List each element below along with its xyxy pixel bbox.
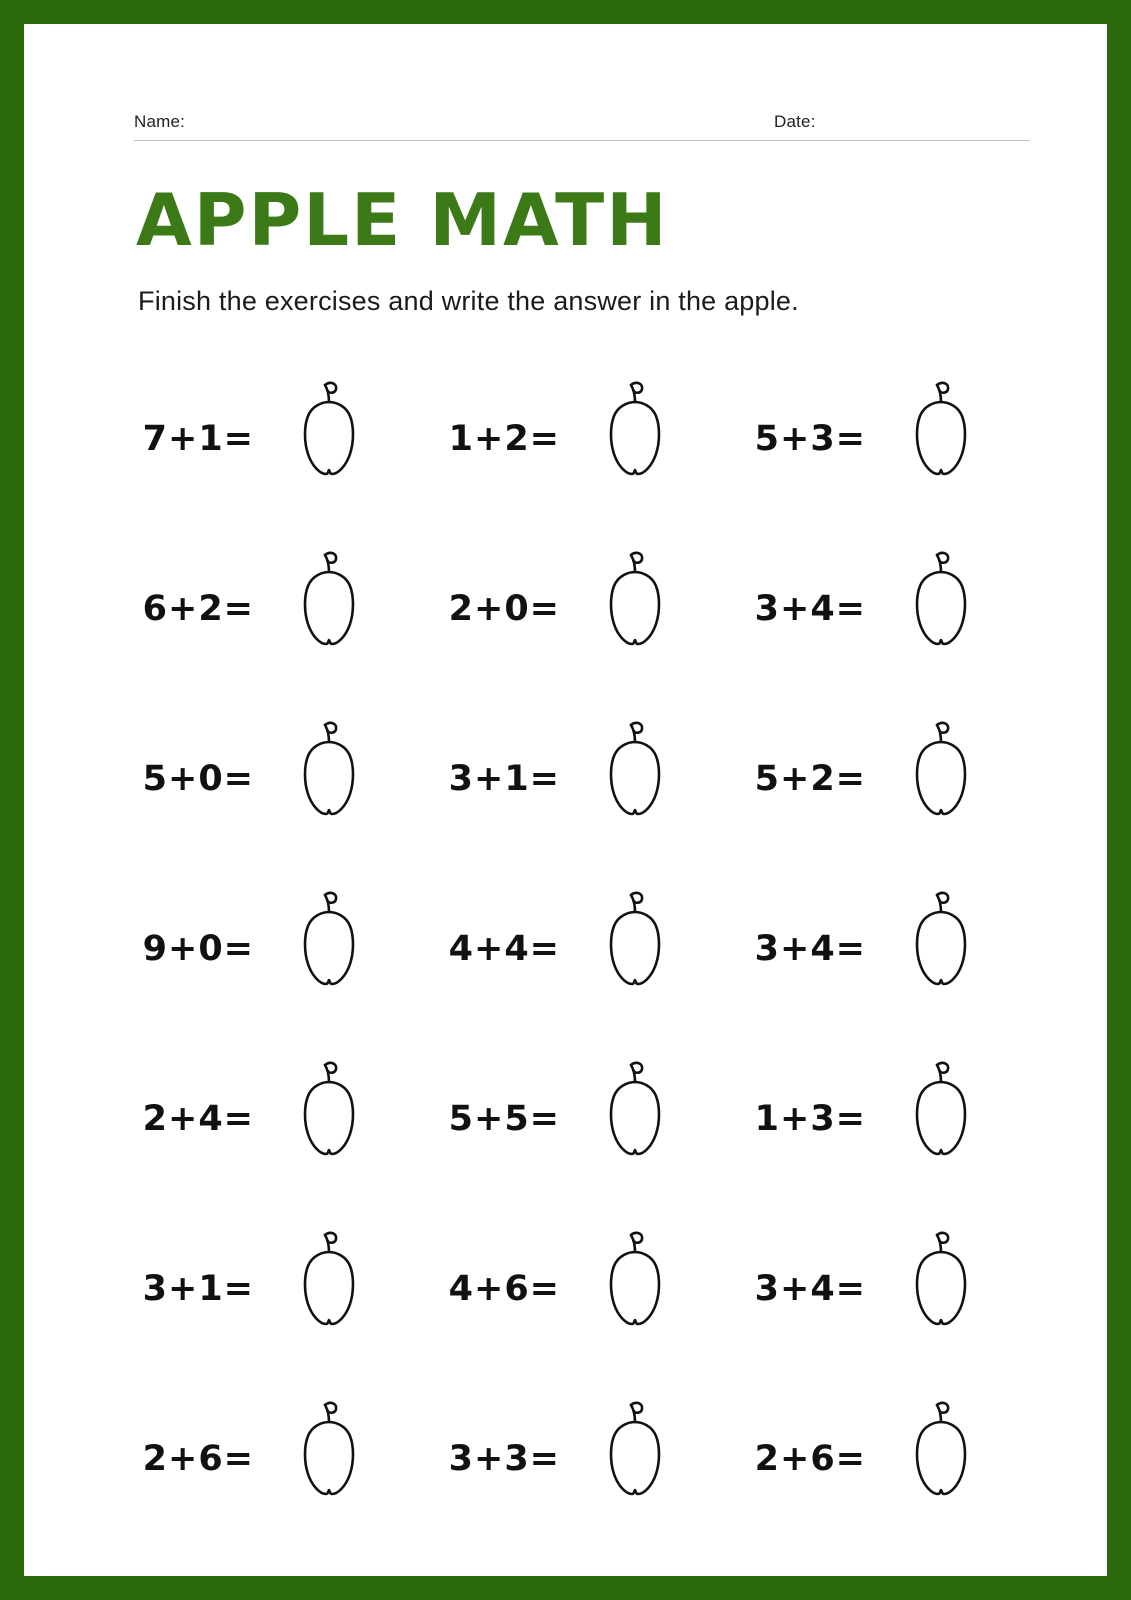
exercise-item	[420, 1204, 726, 1374]
exercise-expression: 3+4=	[754, 1269, 866, 1309]
page-title: APPLE MATH	[136, 178, 669, 262]
page-subtitle: Finish the exercises and write the answer in the apple.	[138, 286, 799, 316]
apple-icon[interactable]	[876, 544, 1006, 674]
exercise-item	[726, 1374, 1032, 1544]
exercise-expression: 7+1=	[142, 419, 254, 459]
exercise-item	[420, 864, 726, 1034]
exercise-expression: 5+3=	[754, 419, 866, 459]
exercise-expression: 1+2=	[448, 419, 560, 459]
exercise-item	[420, 524, 726, 694]
exercise-expression: 3+1=	[142, 1269, 254, 1309]
exercise-item	[114, 1204, 420, 1374]
apple-icon[interactable]	[876, 374, 1006, 504]
exercise-item	[726, 354, 1032, 524]
exercise-item	[114, 1034, 420, 1204]
exercise-expression: 5+5=	[448, 1099, 560, 1139]
exercise-item	[726, 864, 1032, 1034]
apple-icon[interactable]	[264, 544, 394, 674]
apple-icon[interactable]	[876, 1054, 1006, 1184]
exercise-item	[114, 524, 420, 694]
apple-icon[interactable]	[264, 1224, 394, 1354]
apple-icon[interactable]	[876, 714, 1006, 844]
exercise-item	[114, 694, 420, 864]
exercise-row	[114, 1034, 1034, 1204]
exercise-expression: 5+2=	[754, 759, 866, 799]
exercise-row	[114, 694, 1034, 864]
apple-icon[interactable]	[570, 1054, 700, 1184]
apple-icon[interactable]	[876, 884, 1006, 1014]
exercise-item	[726, 524, 1032, 694]
exercise-grid	[114, 354, 1034, 1544]
exercise-item	[420, 354, 726, 524]
exercise-item	[114, 864, 420, 1034]
exercise-item	[420, 1034, 726, 1204]
exercise-row	[114, 354, 1034, 524]
exercise-row	[114, 1374, 1034, 1544]
exercise-row	[114, 1204, 1034, 1374]
exercise-row	[114, 864, 1034, 1034]
worksheet-page	[24, 24, 1107, 1576]
date-label: Date:	[774, 112, 816, 131]
exercise-expression: 1+3=	[754, 1099, 866, 1139]
exercise-expression: 9+0=	[142, 929, 254, 969]
apple-icon[interactable]	[570, 714, 700, 844]
apple-icon[interactable]	[264, 374, 394, 504]
exercise-expression: 5+0=	[142, 759, 254, 799]
apple-icon[interactable]	[876, 1394, 1006, 1524]
exercise-item	[726, 694, 1032, 864]
apple-icon[interactable]	[570, 1394, 700, 1524]
exercise-item	[420, 1374, 726, 1544]
exercise-expression: 3+1=	[448, 759, 560, 799]
exercise-expression: 4+4=	[448, 929, 560, 969]
exercise-expression: 2+0=	[448, 589, 560, 629]
exercise-item	[114, 354, 420, 524]
student-info-row	[134, 112, 1030, 141]
apple-icon[interactable]	[570, 884, 700, 1014]
exercise-item	[420, 694, 726, 864]
apple-icon[interactable]	[264, 1394, 394, 1524]
exercise-expression: 3+4=	[754, 589, 866, 629]
exercise-expression: 2+6=	[142, 1439, 254, 1479]
exercise-expression: 3+3=	[448, 1439, 560, 1479]
exercise-item	[726, 1204, 1032, 1374]
exercise-expression: 4+6=	[448, 1269, 560, 1309]
exercise-item	[114, 1374, 420, 1544]
exercise-expression: 2+6=	[754, 1439, 866, 1479]
exercise-expression: 6+2=	[142, 589, 254, 629]
exercise-row	[114, 524, 1034, 694]
apple-icon[interactable]	[570, 374, 700, 504]
apple-icon[interactable]	[570, 1224, 700, 1354]
exercise-item	[726, 1034, 1032, 1204]
name-label: Name:	[134, 112, 186, 131]
exercise-expression: 2+4=	[142, 1099, 254, 1139]
exercise-expression: 3+4=	[754, 929, 866, 969]
apple-icon[interactable]	[264, 714, 394, 844]
apple-icon[interactable]	[876, 1224, 1006, 1354]
apple-icon[interactable]	[264, 884, 394, 1014]
apple-icon[interactable]	[264, 1054, 394, 1184]
apple-icon[interactable]	[570, 544, 700, 674]
